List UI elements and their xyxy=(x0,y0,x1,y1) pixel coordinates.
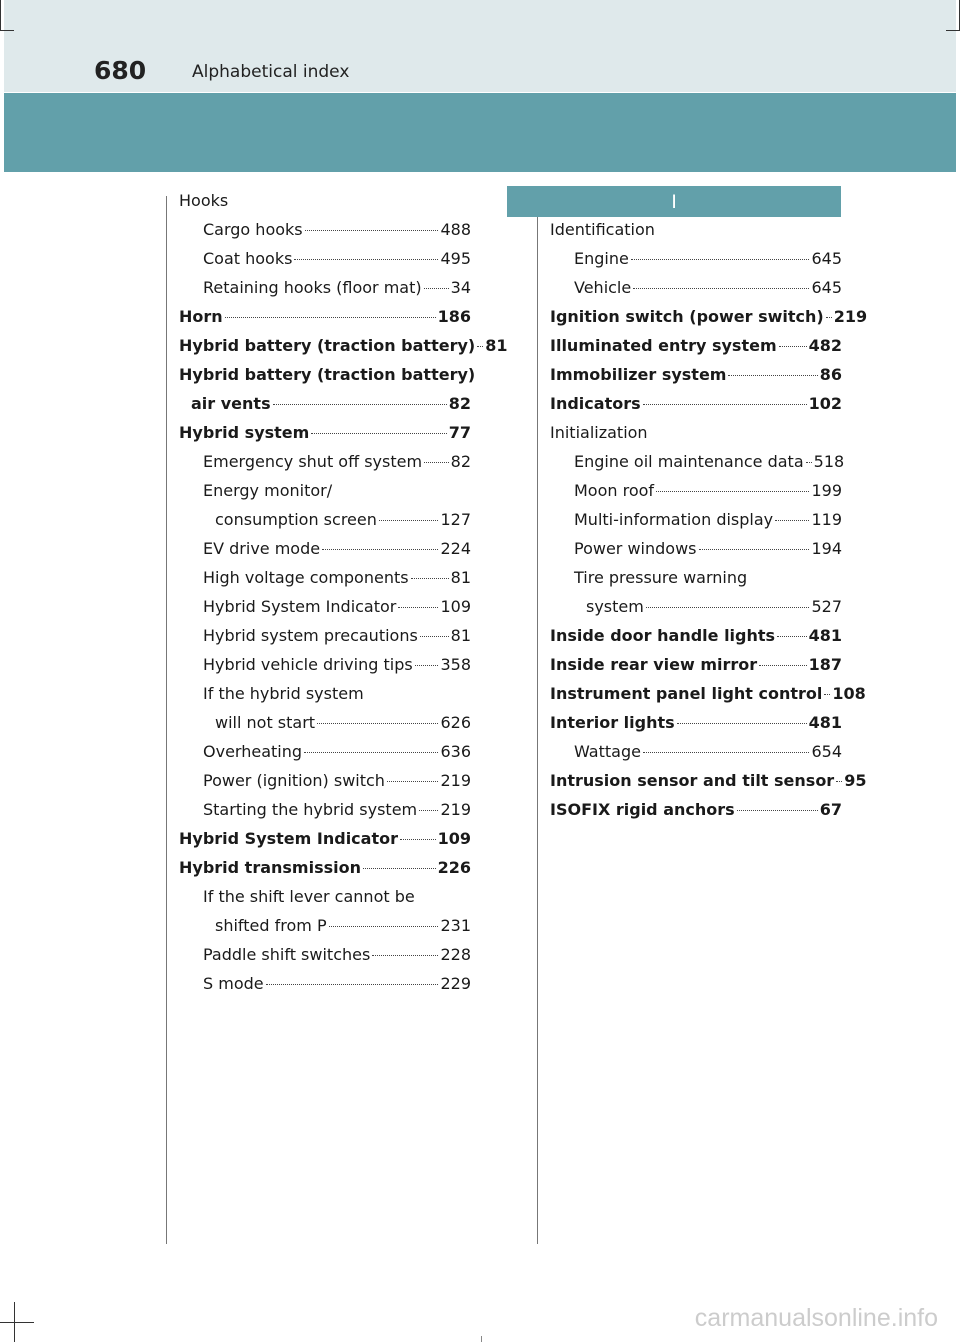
index-entry xyxy=(179,858,471,880)
index-entry xyxy=(203,249,471,271)
index-entry-page: 67 xyxy=(819,800,842,819)
index-entry-label: Hybrid system precautions xyxy=(203,626,418,645)
index-entry-label: Illuminated entry system xyxy=(550,336,777,355)
page-number: 680 xyxy=(94,56,147,85)
dot-leader xyxy=(699,549,810,550)
dot-leader xyxy=(633,288,809,289)
dot-leader xyxy=(424,462,449,463)
dot-leader xyxy=(775,520,809,521)
dot-leader xyxy=(322,549,438,550)
dot-leader xyxy=(477,346,483,347)
index-entry-page: 108 xyxy=(832,684,866,703)
index-entry xyxy=(574,481,842,503)
index-entry xyxy=(550,655,842,677)
index-entry xyxy=(574,452,845,474)
dot-leader xyxy=(415,665,439,666)
dot-leader xyxy=(304,752,438,753)
index-entry-page: 187 xyxy=(808,655,842,674)
dot-leader xyxy=(317,723,438,724)
index-entry-page: 82 xyxy=(448,394,471,413)
index-entry xyxy=(179,191,471,213)
dot-leader xyxy=(420,636,449,637)
index-entry xyxy=(215,916,471,938)
index-entry-page: 82 xyxy=(450,452,471,471)
index-entry xyxy=(574,249,842,271)
index-entry-label: If the shift lever cannot be xyxy=(203,887,415,906)
index-entry-page: 102 xyxy=(808,394,842,413)
index-entry-page: 636 xyxy=(440,742,471,761)
index-entry xyxy=(550,423,842,445)
index-entry-label: Intrusion sensor and tilt sensor xyxy=(550,771,835,790)
index-entry-label: Power (ignition) switch xyxy=(203,771,385,790)
index-entry-label: Wattage xyxy=(574,742,641,761)
dot-leader xyxy=(631,259,810,260)
index-entry-page: 626 xyxy=(440,713,471,732)
index-entry-page: 199 xyxy=(811,481,842,500)
index-entry-label: Interior lights xyxy=(550,713,675,732)
dot-leader xyxy=(273,404,447,405)
index-entry-label: Hybrid transmission xyxy=(179,858,361,877)
index-entry xyxy=(550,220,842,242)
index-entry-label: Hybrid system xyxy=(179,423,310,442)
index-entry xyxy=(550,365,842,387)
index-entry xyxy=(179,365,476,387)
left-column-rule xyxy=(166,196,167,1244)
index-entry-label: ISOFIX rigid anchors xyxy=(550,800,735,819)
index-entry xyxy=(203,452,471,474)
index-entry-label: Hybrid battery (traction battery) xyxy=(179,336,476,355)
index-entry xyxy=(191,394,471,416)
index-entry-label: Energy monitor/ xyxy=(203,481,333,500)
dot-leader xyxy=(643,752,810,753)
index-entry xyxy=(203,278,471,300)
section-letter-header: I xyxy=(507,186,841,217)
index-column-right xyxy=(550,220,868,840)
index-entry-page: 81 xyxy=(450,568,471,587)
index-entry xyxy=(203,887,471,909)
dot-leader xyxy=(411,578,449,579)
index-entry-label: Hybrid System Indicator xyxy=(179,829,398,848)
index-entry-page: 95 xyxy=(844,771,867,790)
index-entry xyxy=(179,423,471,445)
dot-leader xyxy=(779,346,807,347)
index-entry-label: Coat hooks xyxy=(203,249,293,268)
index-entry-page: 482 xyxy=(808,336,842,355)
dot-leader xyxy=(646,607,810,608)
index-entry-label: S mode xyxy=(203,974,264,993)
index-entry xyxy=(203,771,471,793)
index-entry-page: 109 xyxy=(440,597,471,616)
dot-leader xyxy=(419,810,438,811)
index-entry xyxy=(203,945,471,967)
index-entry xyxy=(203,684,471,706)
index-entry xyxy=(550,336,842,358)
index-entry xyxy=(550,800,842,822)
index-entry-page: 86 xyxy=(819,365,842,384)
index-entry-label: Indicators xyxy=(550,394,641,413)
index-entry xyxy=(203,742,471,764)
index-entry xyxy=(550,626,842,648)
index-entry-label: Identification xyxy=(550,220,655,239)
index-entry xyxy=(550,713,842,735)
index-entry-page: 527 xyxy=(811,597,842,616)
dot-leader xyxy=(643,404,807,405)
index-entry xyxy=(203,539,471,561)
dot-leader xyxy=(777,636,807,637)
index-entry-page: 81 xyxy=(485,336,508,355)
index-entry xyxy=(203,800,471,822)
index-entry xyxy=(550,771,867,793)
index-entry xyxy=(215,510,471,532)
index-entry-label: Initialization xyxy=(550,423,648,442)
dot-leader xyxy=(759,665,806,666)
dot-leader xyxy=(311,433,446,434)
index-entry xyxy=(574,278,842,300)
dot-leader xyxy=(387,781,439,782)
index-entry xyxy=(574,742,842,764)
index-entry xyxy=(203,974,471,996)
index-entry-page: 518 xyxy=(813,452,845,471)
dot-leader xyxy=(225,317,436,318)
watermark: carmanualsonline.info xyxy=(694,1304,938,1332)
index-entry-label: Engine oil maintenance data xyxy=(574,452,804,471)
index-entry-label: Ignition switch (power switch) xyxy=(550,307,824,326)
index-entry-label: air vents xyxy=(191,394,271,413)
index-entry xyxy=(203,597,471,619)
dot-leader xyxy=(728,375,817,376)
dot-leader xyxy=(363,868,436,869)
index-entry-label: If the hybrid system xyxy=(203,684,364,703)
index-entry-label: Vehicle xyxy=(574,278,632,297)
index-entry-page: 495 xyxy=(440,249,471,268)
index-entry xyxy=(203,481,471,503)
index-entry-page: 358 xyxy=(440,655,471,674)
index-entry-page: 488 xyxy=(440,220,471,239)
crop-mark-top-right-h xyxy=(946,30,960,31)
index-entry xyxy=(215,713,471,735)
index-entry xyxy=(203,655,471,677)
index-entry xyxy=(179,307,471,329)
index-entry-label: Immobilizer system xyxy=(550,365,727,384)
index-entry-label: Retaining hooks (floor mat) xyxy=(203,278,422,297)
index-entry-page: 229 xyxy=(440,974,471,993)
crop-mark-top-left-h xyxy=(0,30,14,31)
dot-leader xyxy=(398,607,438,608)
index-entry-label: will not start xyxy=(215,713,316,732)
index-entry xyxy=(550,394,842,416)
index-entry xyxy=(179,829,471,851)
index-column-left xyxy=(179,191,508,1011)
dot-leader xyxy=(379,520,439,521)
index-entry-page: 481 xyxy=(808,713,842,732)
index-entry-page: 109 xyxy=(437,829,471,848)
index-entry xyxy=(550,684,866,706)
index-entry xyxy=(586,597,842,619)
dot-leader xyxy=(424,288,449,289)
dot-leader xyxy=(372,955,438,956)
page-title: Alphabetical index xyxy=(192,62,350,82)
dot-leader xyxy=(400,839,436,840)
index-entry-label: High voltage components xyxy=(203,568,409,587)
index-entry-page: 645 xyxy=(811,278,842,297)
index-entry xyxy=(179,336,508,358)
index-entry-label: Engine xyxy=(574,249,629,268)
center-column-rule xyxy=(537,212,538,1244)
center-tick xyxy=(481,1336,482,1342)
index-entry-label: Multi-information display xyxy=(574,510,774,529)
index-entry-label: Hybrid battery (traction battery) xyxy=(179,365,476,384)
index-entry-label: Cargo hooks xyxy=(203,220,303,239)
index-entry-label: Inside rear view mirror xyxy=(550,655,758,674)
index-entry xyxy=(574,539,842,561)
index-entry-label: Tire pressure warning xyxy=(574,568,748,587)
index-entry-page: 645 xyxy=(811,249,842,268)
dot-leader xyxy=(677,723,807,724)
index-entry-label: Hooks xyxy=(179,191,229,210)
index-entry-page: 81 xyxy=(450,626,471,645)
index-entry-label: EV drive mode xyxy=(203,539,321,558)
crop-mark-top-left xyxy=(0,0,1,30)
index-entry xyxy=(203,220,471,242)
dot-leader xyxy=(329,926,439,927)
index-entry-label: Power windows xyxy=(574,539,697,558)
dot-leader xyxy=(266,984,439,985)
index-entry-label: Instrument panel light control xyxy=(550,684,823,703)
index-entry-page: 228 xyxy=(440,945,471,964)
index-entry-label: system xyxy=(586,597,644,616)
index-entry-page: 219 xyxy=(440,800,471,819)
index-entry-page: 219 xyxy=(833,307,868,326)
index-entry xyxy=(203,568,471,590)
index-entry-label: shifted from P xyxy=(215,916,327,935)
index-entry-label: Hybrid System Indicator xyxy=(203,597,397,616)
dot-leader xyxy=(294,259,438,260)
dot-leader xyxy=(806,462,812,463)
index-entry xyxy=(574,510,842,532)
index-entry xyxy=(203,626,471,648)
header-band xyxy=(4,0,956,92)
index-entry-page: 127 xyxy=(440,510,471,529)
index-entry-label: Horn xyxy=(179,307,223,326)
index-entry-page: 194 xyxy=(811,539,842,558)
index-entry-label: Paddle shift switches xyxy=(203,945,371,964)
index-entry-page: 34 xyxy=(450,278,471,297)
dot-leader xyxy=(836,781,842,782)
index-entry-page: 231 xyxy=(440,916,471,935)
index-entry-label: Emergency shut off system xyxy=(203,452,423,471)
index-entry xyxy=(574,568,842,590)
index-entry-label: Starting the hybrid system xyxy=(203,800,418,819)
index-entry xyxy=(550,307,868,329)
index-entry-label: Overheating xyxy=(203,742,303,761)
dot-leader xyxy=(826,317,832,318)
dot-leader xyxy=(737,810,818,811)
index-entry-page: 77 xyxy=(448,423,471,442)
index-entry-label: Moon roof xyxy=(574,481,655,500)
index-entry-page: 226 xyxy=(437,858,471,877)
dot-leader xyxy=(656,491,809,492)
dot-leader xyxy=(305,230,439,231)
index-entry-page: 481 xyxy=(808,626,842,645)
index-entry-label: consumption screen xyxy=(215,510,377,529)
index-entry-page: 224 xyxy=(440,539,471,558)
crop-mark-bottom-left-h xyxy=(0,1322,34,1323)
decorative-band xyxy=(4,93,956,172)
index-entry-page: 654 xyxy=(811,742,842,761)
dot-leader xyxy=(824,694,830,695)
index-entry-label: Inside door handle lights xyxy=(550,626,776,645)
index-entry-label: Hybrid vehicle driving tips xyxy=(203,655,413,674)
index-entry-page: 186 xyxy=(437,307,471,326)
index-entry-page: 119 xyxy=(811,510,842,529)
index-entry-page: 219 xyxy=(440,771,471,790)
